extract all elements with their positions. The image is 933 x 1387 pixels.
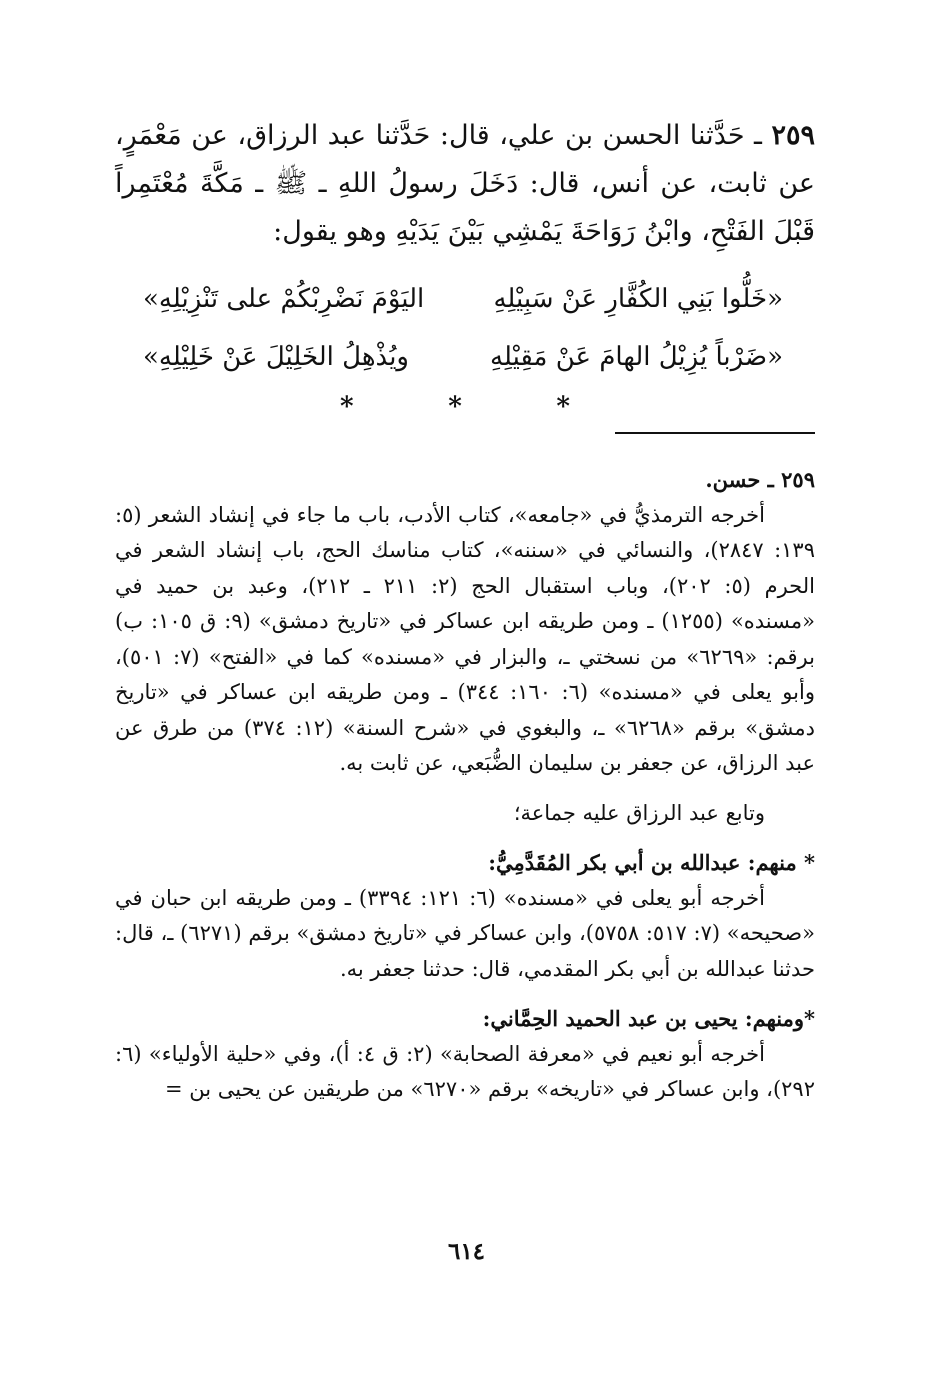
hadith-body: ـ حَدَّثنا الحسن بن علي، قال: حَدَّثنا عبد الرزاق، عن مَعْمَرٍ، عن ثابت، عن أنس، قال: دَخَلَ رسولُ اللهِ ـ ﷺ ـ مَكَّةَ مُعْتَمِراً قَبْلَ الفَتْحِ، وابْنُ رَوَاحَةَ يَمْشِي بَيْنَ يَدَيْهِ وهو يقول: xyxy=(115,120,815,247)
footnote-subheading: * منهم: عبدالله بن أبي بكر المُقَدَّمِيُّ: xyxy=(488,850,815,875)
separator-star: * xyxy=(556,392,570,422)
separator-star: * xyxy=(448,392,462,422)
separator-star: * xyxy=(340,392,354,422)
footnote-paragraph: أخرجه الترمذيُّ في «جامعه»، كتاب الأدب، باب ما جاء في إنشاد الشعر (٥: ١٣٩: ٢٨٤٧)، والنسائي في «سننه»، كتاب مناسك الحج، باب إنشاد الشعر في الحرم (٥: ٢٠٢)، وباب استقبال الحج (٢: ٢١١ ـ ٢١٢)، وعبد بن حميد في «مسنده» (١٢٥٥) ـ ومن طريقه ابن عساكر في «تاريخ دمشق» (٩: ق ١٠٥: ب) برقم: «٦٢٦٩» من نسختي ـ، والبزار في «مسنده» كما في «الفتح» (٧: ٥٠١)، وأبو يعلى في «مسنده» (٦: ١٦٠: ٣٤٤) ـ ومن طريقه ابن عساكر في «تاريخ دمشق» برقم «٦٢٦٨» ـ، والبغوي في «شرح السنة» (١٢: ٣٧٤) من طرق عن عبد الرزاق، عن جعفر بن سليمان الضُّبَعي، عن ثابت به. xyxy=(115,502,815,775)
section-separator xyxy=(340,392,570,422)
main-hadith-text xyxy=(115,112,815,256)
page-number: ٦١٤ xyxy=(447,1238,486,1265)
poetry-verses xyxy=(143,270,783,386)
footnote-paragraph: أخرجه أبو نعيم في «معرفة الصحابة» (٢: ق ٤: أ)، وفي «حلية الأولياء» (٦: ٢٩٢)، وابن عساكر في «تاريخه» برقم «٦٢٧٠» من طريقين عن يحيى بن = xyxy=(115,1041,815,1101)
verse-line xyxy=(143,328,783,386)
verse-first-hemistich: «خَلُّوا بَنِي الكُفَّارِ عَنْ سَبِيْلِهِ xyxy=(493,284,783,314)
hadith-number: ٢٥٩ xyxy=(771,120,815,151)
verse-first-hemistich: «ضَرْباً يُزِيْلُ الهامَ عَنْ مَقِيْلِهِ xyxy=(490,342,783,372)
footnote-subheading: *ومنهم: يحيى بن عبد الحميد الحِمَّاني: xyxy=(482,1006,815,1031)
footnote-divider xyxy=(615,432,815,434)
footnote-paragraph: وتابع عبد الرزاق عليه جماعة؛ xyxy=(513,800,765,825)
footnote-heading: ٢٥٩ ـ حسن. xyxy=(705,467,815,492)
verse-second-hemistich: اليَوْمَ نَضْرِبْكُمْ على تَنْزِيْلِهِ» xyxy=(143,284,425,314)
footnotes xyxy=(115,462,815,1108)
footnote-paragraph: أخرجه أبو يعلى في «مسنده» (٦: ١٢١: ٣٣٩٤) ـ ومن طريقه ابن حبان في «صحيحه» (٧: ٥١٧: ٥٧٥٨)، وابن عساكر في «تاريخ دمشق» برقم (٦٢٧١) ـ، قال: حدثنا عبدالله بن أبي بكر المقدمي، قال: حدثنا جعفر به. xyxy=(115,885,815,981)
verse-line xyxy=(143,270,783,328)
verse-second-hemistich: ويُذْهِلُ الخَلِيْلَ عَنْ خَلِيْلِهِ» xyxy=(143,342,409,372)
